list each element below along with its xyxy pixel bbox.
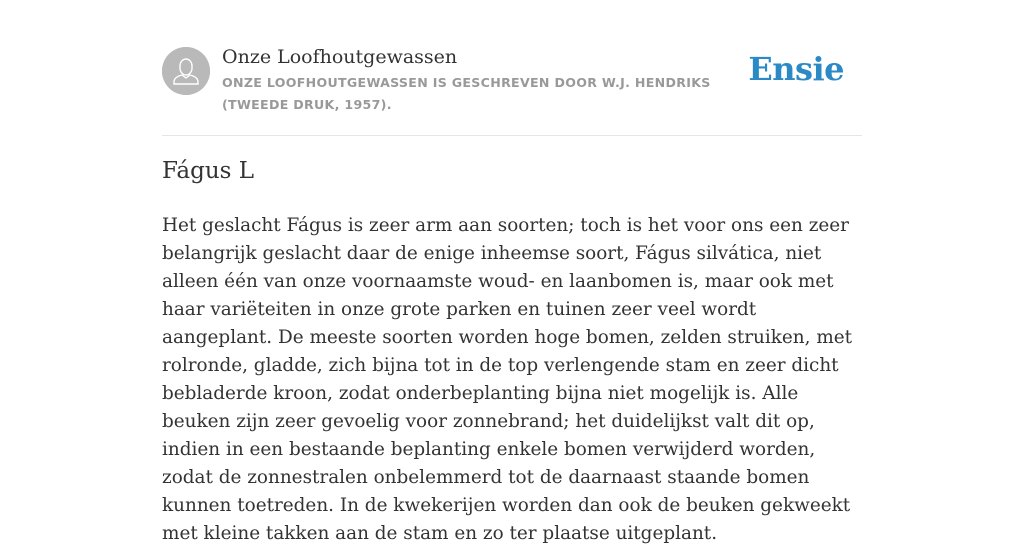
publication-description: ONZE LOOFHOUTGEWASSEN IS GESCHREVEN DOOR W.J. HENDRIKS (TWEEDE DRUK, 1957). bbox=[222, 75, 711, 112]
user-avatar-icon[interactable] bbox=[162, 47, 210, 95]
publication-title[interactable]: Onze Loofhoutgewassen bbox=[222, 46, 458, 68]
ensie-logo[interactable]: Ensie bbox=[748, 50, 844, 88]
entry-body-text: Het geslacht Fágus is zeer arm aan soorten; toch is het voor ons een zeer belangrijk geslacht daar de enige inheemse soort, Fágus silvática, niet alleen één van onze voornaamste woud- en laanbomen is, maar ook met haar variëteiten in onze grote parken en tuinen zeer veel wordt aangeplant. De meeste soorten worden hoge bomen, zelden struiken, met rolronde, gladde, zich bijna tot in de top verlengende stam en zeer dicht bebladerde kroon, zodat onderbeplanting bijna niet mogelijk is. Alle beuken zijn zeer gevoelig voor zonnebrand; het duidelijkst valt dit op, indien in een bestaande beplanting enkele bomen verwijderd worden, zodat de zonnestralen onbelemmerd tot de daarnaast staande bomen kunnen toetreden. In de kwekerijen worden dan ook de beuken gekweekt met kleine takken aan de stam en zo ter plaatse uitgeplant. bbox=[162, 215, 853, 544]
entry-title: Fágus L bbox=[162, 158, 255, 184]
avatar-silhouette bbox=[162, 47, 210, 95]
header-divider bbox=[162, 135, 862, 136]
publication-header bbox=[162, 46, 862, 136]
